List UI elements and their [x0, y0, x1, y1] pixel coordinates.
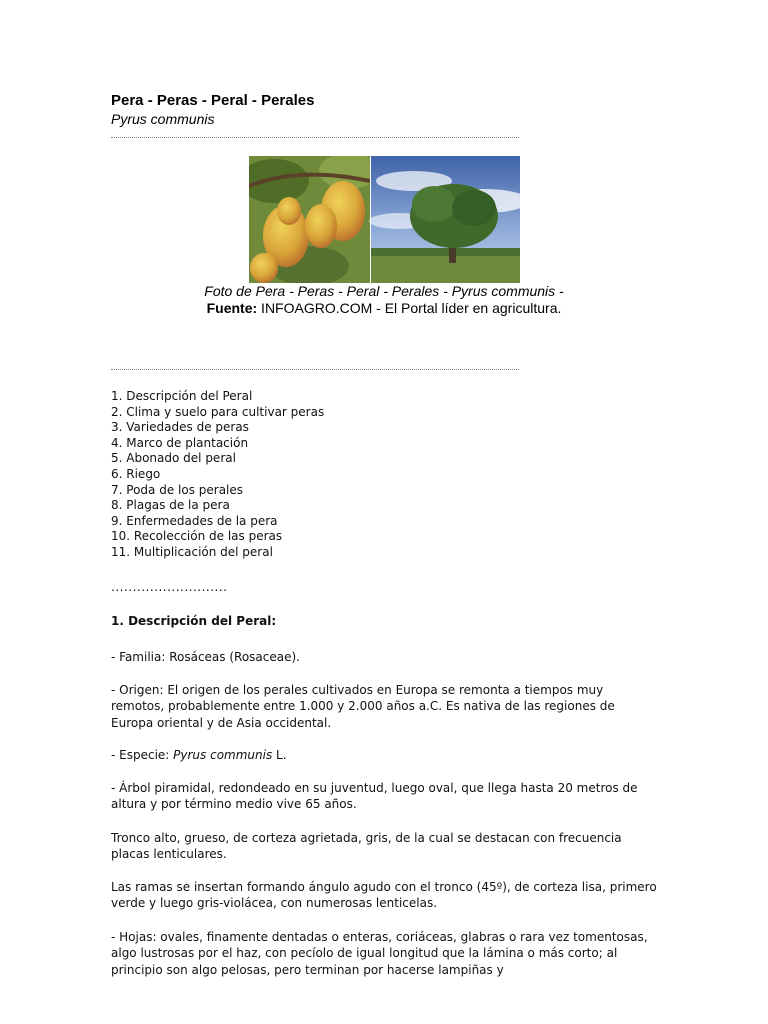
species-name: Pyrus communis — [173, 748, 273, 762]
toc-item[interactable]: 11. Multiplicación del peral — [111, 544, 273, 559]
pears-on-branch-image — [249, 156, 379, 283]
dotted-divider — [111, 369, 519, 370]
table-of-contents — [111, 389, 324, 561]
toc-item[interactable]: 6. Riego — [111, 466, 161, 481]
dotted-divider — [111, 137, 519, 138]
toc-item[interactable]: 9. Enfermedades de la pera — [111, 513, 278, 528]
pear-tree-image — [369, 156, 520, 283]
paragraph-especie: - Especie: Pyrus communis L. — [111, 748, 287, 762]
source-text: INFOAGRO.COM - El Portal líder en agricultura. — [257, 300, 562, 316]
paragraph-ramas: Las ramas se insertan formando ángulo agudo con el tronco (45º), de corteza lisa, primero verde y luego gris-violácea, con numerosas lenticelas. — [111, 880, 657, 911]
page-title: Pera - Peras - Peral - Perales — [111, 92, 315, 109]
toc-item[interactable]: 10. Recolección de las peras — [111, 529, 283, 544]
photo-caption: Foto de Pera - Peras - Peral - Perales - Pyrus communis - — [204, 283, 564, 299]
toc-item[interactable]: 7. Poda de los perales — [111, 482, 244, 497]
paragraph-hojas: - Hojas: ovales, finamente dentadas o enteras, coriáceas, glabras o rara vez tomentosas, algo lustrosas por el haz, con pecíolo de igual longitud que la lámina o más corto; al principio son algo pelosas, pero terminan por hacerse lampiñas y — [111, 930, 648, 977]
toc-item[interactable]: 1. Descripción del Peral — [111, 389, 253, 403]
toc-item[interactable]: 3. Variedades de peras — [111, 420, 249, 435]
pear-photo — [249, 156, 520, 283]
section-heading: 1. Descripción del Peral: — [111, 614, 277, 628]
toc-item[interactable]: 4. Marco de plantación — [111, 435, 249, 450]
paragraph-origen: - Origen: El origen de los perales cultivados en Europa se remonta a tiempos muy remotos, probablemente entre 1.000 y 2.000 años a.C. Es nativa de las regiones de Europa oriental y de Asia occidental. — [111, 683, 615, 730]
text-separator: ........................... — [111, 580, 228, 594]
paragraph-tronco: Tronco alto, grueso, de corteza agrietada, gris, de la cual se destacan con frecuencia placas lenticulares. — [111, 831, 622, 862]
toc-item[interactable]: 2. Clima y suelo para cultivar peras — [111, 404, 325, 419]
toc-item[interactable]: 5. Abonado del peral — [111, 451, 236, 466]
page-subtitle: Pyrus communis — [111, 111, 215, 127]
photo-source — [111, 300, 657, 316]
paragraph-familia: - Familia: Rosáceas (Rosaceae). — [111, 650, 300, 664]
source-label: Fuente: — [206, 300, 258, 316]
paragraph-arbol: - Árbol piramidal, redondeado en su juventud, luego oval, que llega hasta 20 metros de altura y por término medio vive 65 años. — [111, 781, 638, 812]
toc-item[interactable]: 8. Plagas de la pera — [111, 498, 230, 513]
